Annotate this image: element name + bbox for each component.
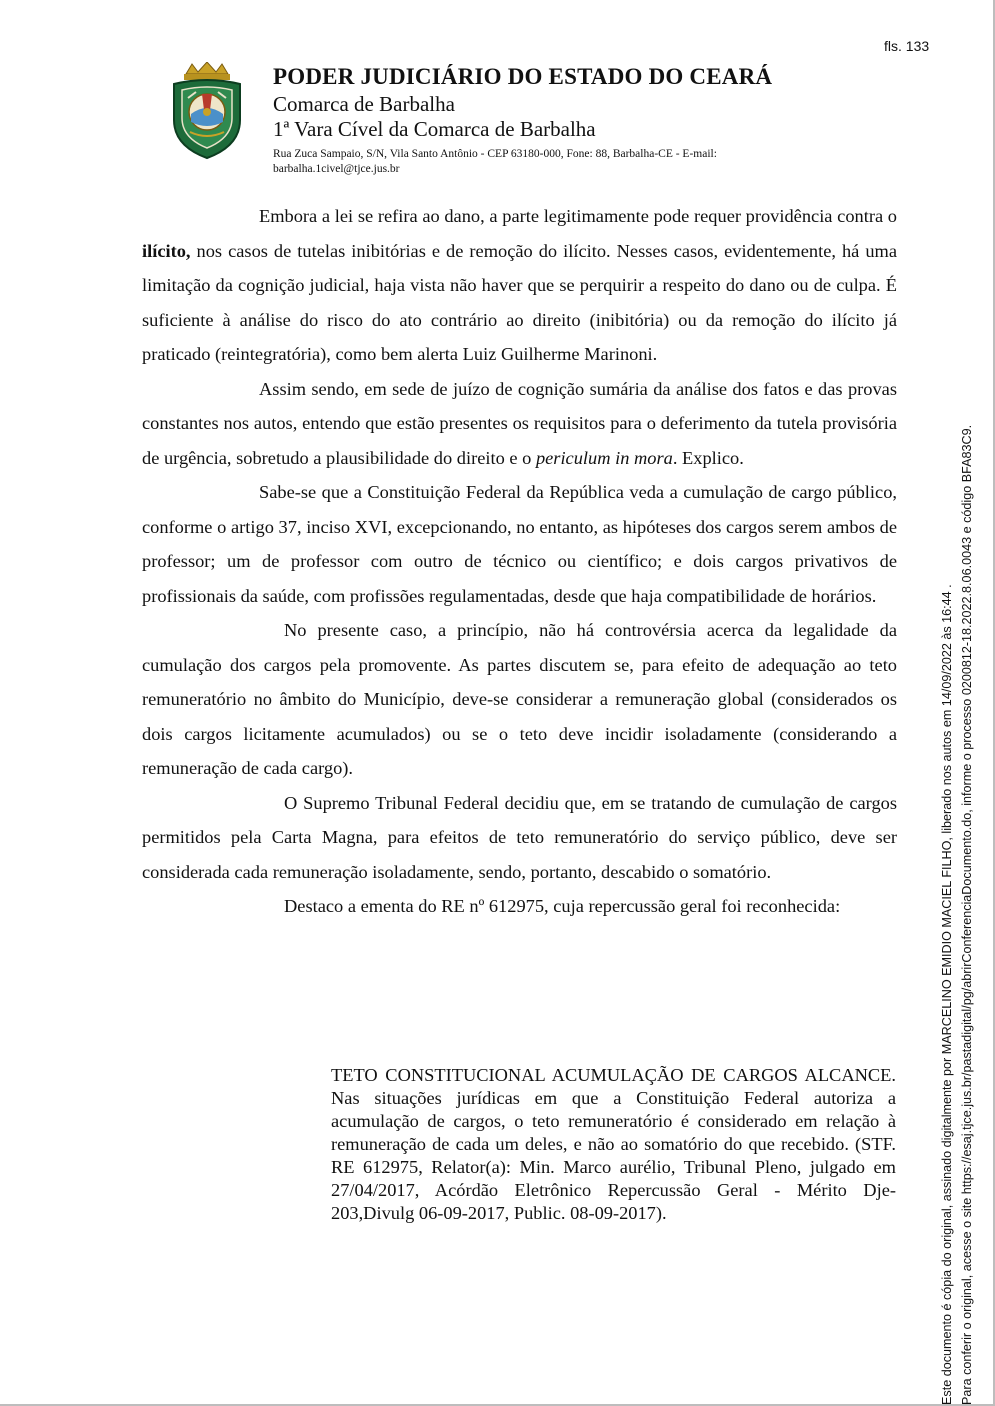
emphasis-italic: periculum in mora: [535, 447, 673, 468]
emphasis-bold: ilícito,: [142, 240, 191, 261]
block-quote-ementa: TETO CONSTITUCIONAL ACUMULAÇÃO DE CARGOS ALCANCE. Nas situações jurídicas em que a Constituição Federal autoriza a acumulação de cargos, o teto remuneratório é considerado em relação à remuneração de cada um deles, e não ao somatório do que recebido. (STF. RE 612975, Relator(a): Min. Marco aurélio, Tribunal Pleno, julgado em 27/04/2017, Acórdão Eletrônico Repercussão Geral - Mérito Dje-203,Divulg 06-09-2017, Public. 08-09-2017).: [331, 1065, 896, 1223]
paragraph-citation-intro: Destaco a ementa do RE nº 612975, cuja repercussão geral foi reconhecida:: [284, 896, 841, 916]
verification-line: Para conferir o original, acesse o site https://esaj.tjce.jus.br/pastadigital/pg/abrirConferenciaDocumento.do, informe o processo 0200812-18.2022.8.06.0043 e código BFA83C9.: [960, 424, 974, 1405]
page-number: fls. 133: [884, 38, 930, 54]
court-address: Rua Zuca Sampaio, S/N, Vila Santo Antônio - CEP 63180-000, Fone: 88, Barbalha-CE - E-mail: barbalha.1civel@tjce.jus.br: [273, 148, 717, 175]
court-name: PODER JUDICIÁRIO DO ESTADO DO CEARÁ: [273, 64, 773, 89]
paragraph: Sabe-se que a Constituição Federal da República veda a cumulação de cargo público, conforme o artigo 37, inciso XVI, excepcionando, no entanto, as hipóteses dos cargos serem ambos de professor; um de professor com outro de técnico ou científico; e dois cargos privativos de profissionais da saúde, com profissões regulamentadas, desde que haja compatibilidade de horários.: [142, 482, 897, 606]
letterhead: [273, 62, 873, 177]
paragraph: O Supremo Tribunal Federal decidiu que, em se tratando de cumulação de cargos permitidos pela Carta Magna, para efeitos de teto remuneratório do serviço público, deve ser considerada cada remuneração isoladamente, sendo, portanto, descabido o somatório.: [142, 792, 897, 882]
court-unit-name: 1ª Vara Cível da Comarca de Barbalha: [273, 117, 596, 141]
coat-of-arms-icon: [170, 62, 244, 160]
paragraph: Assim sendo, em sede de juízo de cognição sumária da análise dos fatos e das provas constantes nos autos, entendo que estão presentes os requisitos para o deferimento da tutela provisória de urgência, sobretudo a plausibilidade do direito e o periculum in mora. Explico.: [142, 378, 897, 468]
digital-signature-stamp: [937, 225, 977, 1405]
paragraph: No presente caso, a princípio, não há controvérsia acerca da legalidade da cumulação dos cargos pela promovente. As partes discutem se, para efeito de adequação ao teto remuneratório no âmbito do Município, deve-se considerar a remuneração global (considerados os dois cargos licitamente acumulados) ou se o teto deve incidir isoladamente (considerando a remuneração de cada cargo).: [142, 620, 897, 778]
signature-line: Este documento é cópia do original, assinado digitalmente por MARCELINO EMIDIO MACIEL FILHO, liberado nos autos em 14/09/2022 às 16:44 .: [940, 584, 954, 1405]
district-name: Comarca de Barbalha: [273, 92, 455, 116]
paragraph: Embora a lei se refira ao dano, a parte legitimamente pode requer providência contra o ilícito, nos casos de tutelas inibitórias e de remoção do ilícito. Nesses casos, evidentemente, há uma limitação da cognição judicial, haja vista não haver que se perquirir a respeito do dano ou de culpa. É suficiente à análise do risco do ato contrário ao direito (inibitória) ou da remoção do ilícito já praticado (reintegratória), como bem alerta Luiz Guilherme Marinoni.: [142, 206, 897, 364]
decision-body: [142, 199, 897, 924]
